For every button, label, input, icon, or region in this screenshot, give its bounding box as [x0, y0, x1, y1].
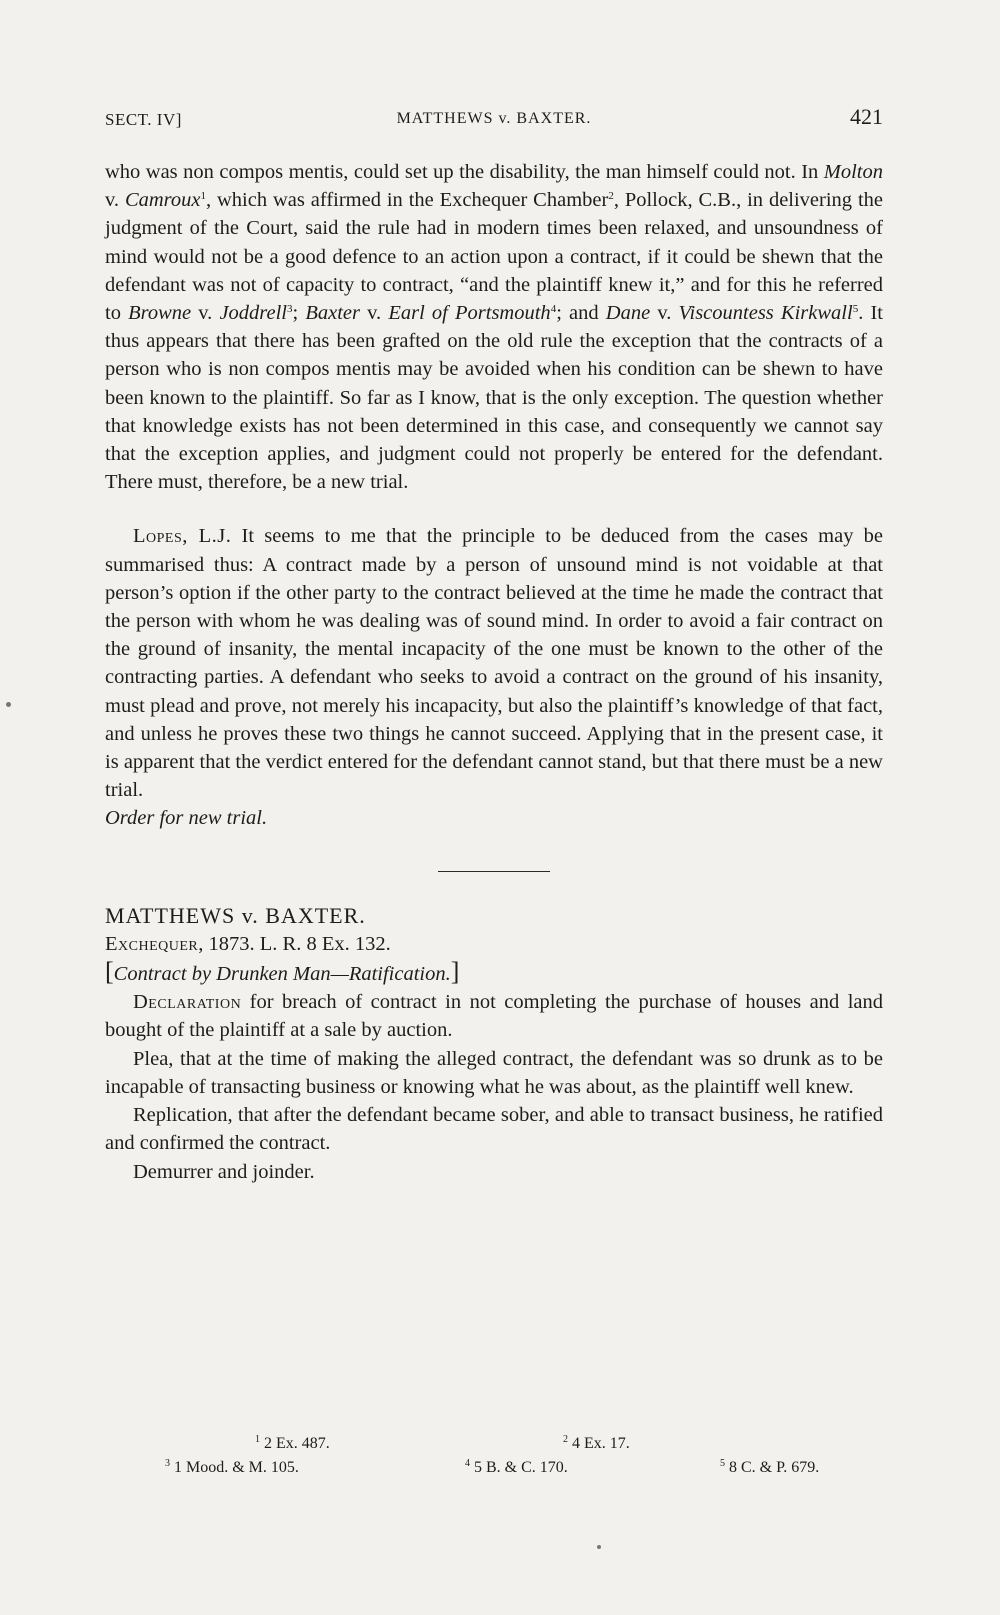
page-number: 421 — [850, 104, 883, 129]
case-name: Baxter — [305, 302, 360, 325]
text-run: , which was affirmed in the Exchequer Chamber — [205, 189, 609, 212]
footnote-2 — [563, 1432, 630, 1456]
footnote-ref: 2 — [608, 190, 614, 203]
footnote-row — [105, 1432, 883, 1456]
case-name: Earl of Portsmouth — [388, 302, 551, 325]
footnote-3 — [165, 1456, 299, 1480]
margin-speck — [597, 1545, 601, 1549]
subject-text: Contract by Drunken Man—Ratification. — [113, 963, 451, 986]
judgment-text: It seems to me that the principle to be deduced from the cases may be summarised thus: A contract made by a person of unsound mind is not voidable at that person’s option if the other party to the contract believed at the time he made the contract that the person with whom he was dealing was of sound mind. In order to avoid a fair contract on the ground of insanity, the mental incapacity of the one must be known to the other of the contracting parties. A defendant who seeks to avoid a contract on the ground of his insanity, must plead and prove, not merely his incapacity, but also the plaintiff’s knowledge of that fact, and unless he proves these two things he cannot succeed. Applying that in the present case, it is apparent that the verdict entered for the defendant cannot stand, but that there must be a new trial. — [105, 525, 883, 802]
citation: , 1873. L. R. 8 Ex. 132. — [198, 932, 391, 955]
bracket-close: ] — [450, 957, 460, 987]
footnote-1 — [255, 1432, 330, 1456]
body-text — [105, 158, 883, 1186]
text-run: v. — [105, 189, 125, 212]
margin-speck — [6, 702, 11, 707]
footnote-number: 4 — [465, 1458, 470, 1469]
text-run: ; and — [556, 302, 606, 325]
declaration-text: for breach of contract in not completing the purchase of houses and land bought of the plaintiff at a sale by auction. — [105, 991, 883, 1042]
continuation-paragraph — [105, 158, 883, 496]
footnote-number: 3 — [165, 1458, 170, 1469]
plea-paragraph: Plea, that at the time of making the alleged contract, the defendant was so drunk as to be incapable of transacting business or knowing what he was about, as the plaintiff well knew. — [105, 1047, 883, 1098]
lopes-judgment — [105, 522, 883, 804]
replication-paragraph: Replication, that after the defendant became sober, and able to transact business, he ratified and confirmed the contract. — [105, 1104, 883, 1155]
case-name: Joddrell — [219, 302, 287, 325]
running-title: MATTHEWS v. BAXTER. — [396, 110, 592, 127]
running-head — [105, 100, 883, 134]
text-run: v. — [360, 302, 389, 325]
text-run: . It thus appears that there has been grafted on the old rule the exception that the contracts of a person who is non compos mentis may be avoided when his condition can be shewn to have been known to the plaintiff. So far as I know, that is the only exception. The question whether that knowledge exists has not been determined in this case, and consequently we cannot say that the exception applies, and judgment could not properly be entered for the defendant. There must, therefore, be a new trial. — [105, 302, 883, 494]
bracket-open: [ — [105, 957, 114, 987]
footnote-text: 2 Ex. 487. — [264, 1435, 330, 1452]
footnote-ref: 3 — [287, 303, 293, 316]
court-citation — [105, 930, 883, 958]
text-run: ; — [292, 302, 306, 325]
footnote-number: 2 — [563, 1434, 568, 1445]
section-divider — [438, 871, 550, 872]
footnote-text: 5 B. & C. 170. — [474, 1459, 568, 1476]
judge-name: Lopes, L.J. — [133, 525, 232, 548]
text-run: v. — [650, 302, 679, 325]
footnote-number: 5 — [720, 1458, 725, 1469]
court-name: Exchequer — [105, 932, 199, 955]
declaration-heading: Declaration — [133, 991, 242, 1014]
order-line: Order for new trial. — [105, 807, 268, 830]
text-run: v. — [191, 302, 220, 325]
footnote-ref: 1 — [200, 190, 206, 203]
footnote-5 — [720, 1456, 819, 1480]
footnote-number: 1 — [255, 1434, 260, 1445]
section-label: SECT. IV] — [105, 110, 182, 129]
text-run: who was non compos mentis, could set up the disability, the man himself could not. In — [105, 161, 824, 183]
footnote-text: 4 Ex. 17. — [572, 1435, 630, 1452]
footnote-4 — [465, 1456, 568, 1480]
footnotes — [105, 1432, 883, 1480]
demurrer-paragraph: Demurrer and joinder. — [133, 1160, 315, 1183]
declaration-paragraph — [105, 988, 883, 1044]
footnote-ref: 5 — [852, 303, 859, 316]
footnote-text: 8 C. & P. 679. — [729, 1459, 820, 1476]
case-subject — [105, 958, 883, 988]
case-name: Camroux — [124, 189, 201, 212]
case-title: MATTHEWS v. BAXTER. — [105, 902, 366, 928]
case-name: Browne — [128, 302, 192, 325]
case-name: Viscountess Kirkwall — [678, 302, 853, 325]
footnote-row — [105, 1456, 883, 1480]
footnote-ref: 4 — [550, 303, 557, 316]
case-name: Dane — [605, 302, 651, 325]
footnote-text: 1 Mood. & M. 105. — [174, 1459, 299, 1476]
text-run: , Pollock, C.B., in delivering the judgment of the Court, said the rule had in modern times been relaxed, and unsoundness of mind would not be a good defence to an action upon a contract, if it could be shewn that the defendant was not of capacity to contract, “and the plaintiff knew it,” and for this he referred to — [105, 189, 883, 325]
case-name: Molton — [823, 161, 883, 183]
